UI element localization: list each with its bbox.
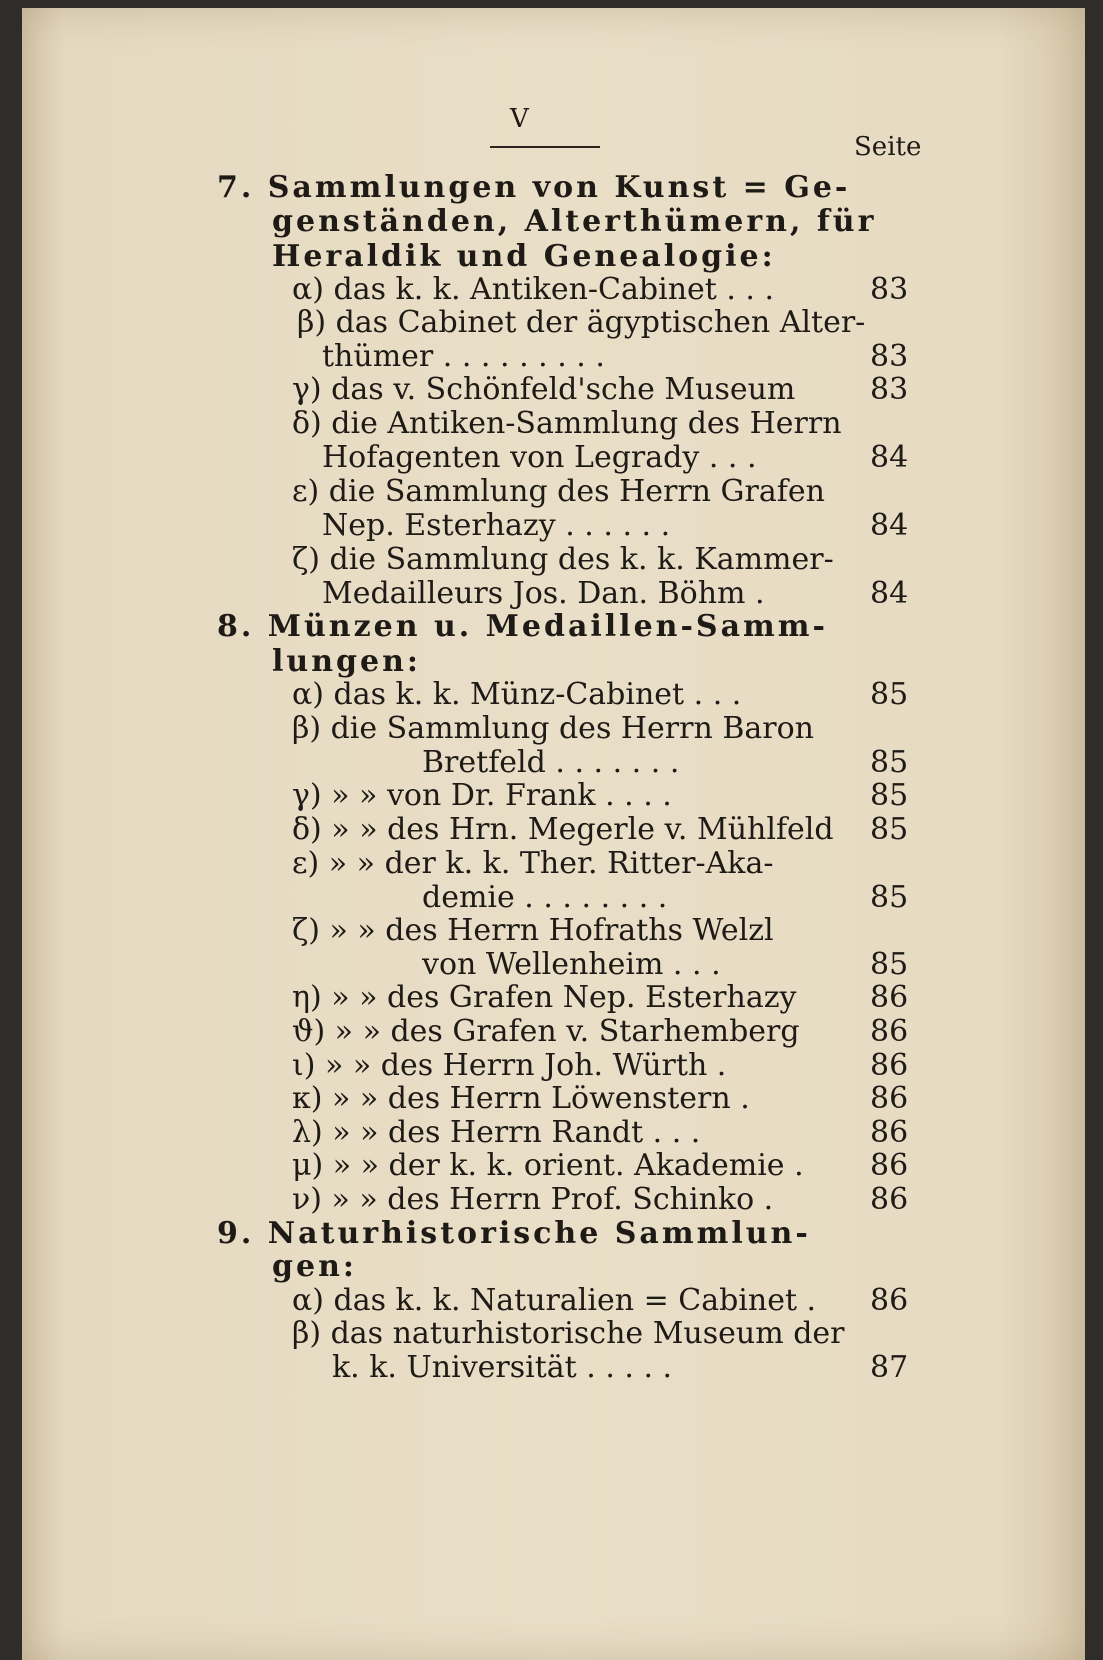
toc-page-number: 86	[870, 1115, 909, 1150]
section-heading-line: Heraldik und Genealogie:	[272, 239, 776, 274]
toc-entry-line: α) das k. k. Naturalien = Cabinet .	[292, 1283, 817, 1318]
toc-entry-line: γ) » » von Dr. Frank . . . .	[292, 778, 672, 813]
toc-page-number: 87	[870, 1350, 909, 1385]
toc-entry-line: ε) » » der k. k. Ther. Ritter-Aka-	[292, 846, 774, 881]
section-heading-line: 7. Sammlungen von Kunst = Ge-	[217, 170, 851, 205]
section-heading-line: lungen:	[272, 644, 421, 679]
toc-entry-line: μ) » » der k. k. orient. Akademie .	[292, 1148, 804, 1183]
toc-entry-line: Medailleurs Jos. Dan. Böhm .	[322, 576, 765, 611]
toc-entry-line: Hofagenten von Legrady . . .	[322, 440, 757, 475]
bleed-through	[112, 128, 121, 161]
toc-page-number: 85	[870, 778, 909, 813]
toc-page-number: 86	[870, 1081, 909, 1116]
toc-entry-line: ζ) » » des Herrn Hofraths Welzl	[292, 913, 774, 948]
toc-page-number: 85	[870, 812, 909, 847]
toc-page-number: 83	[870, 339, 909, 374]
section-heading-line: 9. Naturhistorische Sammlun-	[217, 1216, 811, 1251]
toc-entry-line: β) das Cabinet der ägyptischen Alter-	[297, 305, 866, 340]
toc-page-number: 84	[870, 576, 909, 611]
toc-page-number: 85	[870, 947, 909, 982]
toc-entry-line: κ) » » des Herrn Löwenstern .	[292, 1081, 750, 1116]
toc-page-number: 86	[870, 1148, 909, 1183]
toc-page-number: 86	[870, 980, 909, 1015]
toc-entry-line: von Wellenheim . . .	[422, 947, 721, 982]
toc-entry-line: λ) » » des Herrn Randt . . .	[292, 1115, 701, 1150]
toc-entry-line: ζ) die Sammlung des k. k. Kammer-	[292, 542, 834, 577]
toc-entry-line: ν) » » des Herrn Prof. Schinko .	[292, 1182, 774, 1217]
toc-page-number: 84	[870, 508, 909, 543]
toc-page-number: 83	[870, 272, 909, 307]
toc-entry-line: Bretfeld . . . . . . .	[422, 745, 680, 780]
toc-entry-line: k. k. Universität . . . . .	[332, 1350, 673, 1385]
column-header-seite: Seite	[854, 132, 922, 162]
section-heading-line: 8. Münzen u. Medaillen-Samm-	[217, 609, 828, 644]
toc-entry-line: α) das k. k. Münz-Cabinet . . .	[292, 677, 742, 712]
book-page	[22, 8, 1085, 1660]
toc-entry-line: ε) die Sammlung des Herrn Grafen	[292, 474, 825, 509]
toc-entry-line: β) die Sammlung des Herrn Baron	[292, 711, 814, 746]
toc-page-number: 84	[870, 440, 909, 475]
toc-entry-line: thümer . . . . . . . . .	[322, 339, 605, 374]
toc-page-number: 86	[870, 1283, 909, 1318]
toc-page-number: 86	[870, 1182, 909, 1217]
page-number: V	[510, 104, 529, 134]
toc-entry-line: ϑ) » » des Grafen v. Starhemberg	[292, 1014, 800, 1049]
toc-entry-line: α) das k. k. Antiken-Cabinet . . .	[292, 272, 775, 307]
toc-page-number: 85	[870, 745, 909, 780]
section-heading-line: genständen, Alterthümern, für	[272, 204, 877, 239]
header-rule	[490, 146, 600, 148]
toc-page-number: 83	[870, 372, 909, 407]
toc-entry-line: η) » » des Grafen Nep. Esterhazy	[292, 980, 797, 1015]
toc-entry-line: demie . . . . . . . .	[422, 880, 668, 915]
toc-page-number: 86	[870, 1048, 909, 1083]
toc-page-number: 86	[870, 1014, 909, 1049]
toc-entry-line: ι) » » des Herrn Joh. Würth .	[292, 1048, 727, 1083]
toc-page-number: 85	[870, 677, 909, 712]
toc-page-number: 85	[870, 880, 909, 915]
toc-entry-line: γ) das v. Schönfeld'sche Museum	[292, 372, 796, 407]
toc-entry-line: β) das naturhistorische Museum der	[292, 1316, 845, 1351]
toc-entry-line: δ) » » des Hrn. Megerle v. Mühlfeld	[292, 812, 834, 847]
toc-entry-line: Nep. Esterhazy . . . . . .	[322, 508, 671, 543]
section-heading-line: gen:	[272, 1249, 357, 1284]
toc-entry-line: δ) die Antiken-Sammlung des Herrn	[292, 406, 842, 441]
